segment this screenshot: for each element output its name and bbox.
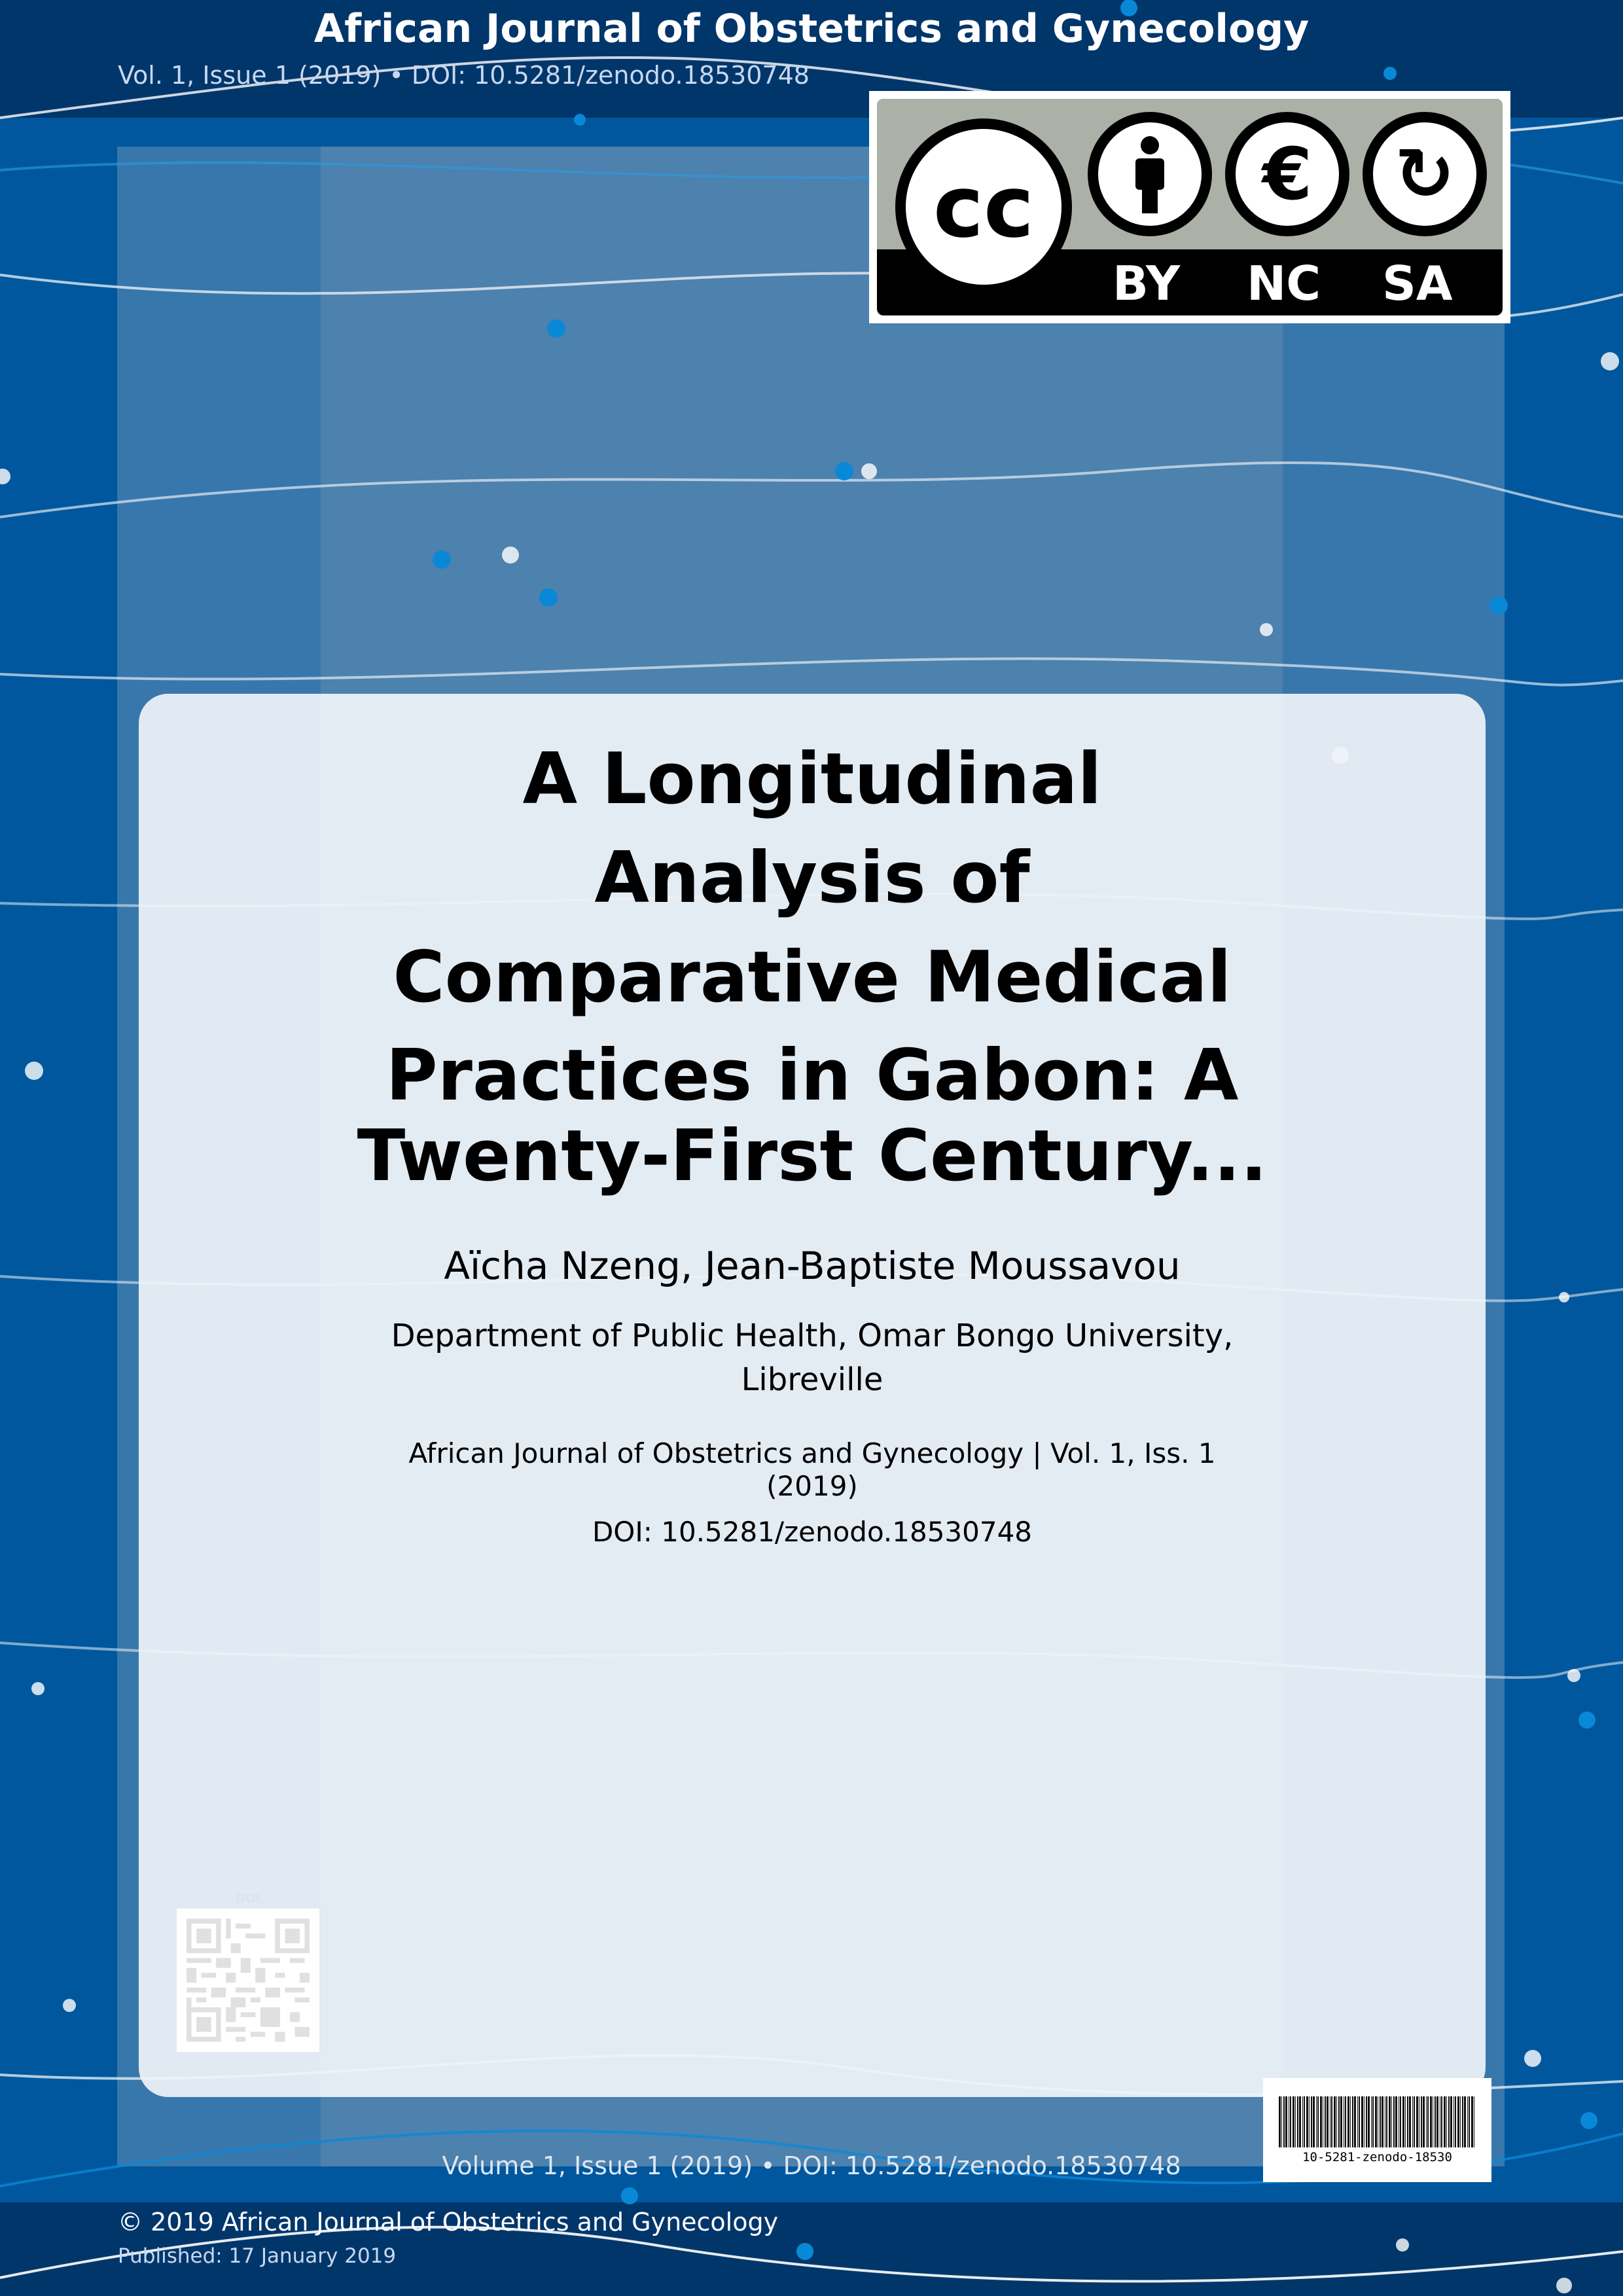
doi-qr-code	[177, 1909, 319, 2052]
barcode-bar	[1302, 2096, 1303, 2147]
barcode-bar	[1435, 2096, 1436, 2147]
barcode-bar	[1412, 2096, 1413, 2147]
barcode-bar	[1450, 2096, 1452, 2147]
barcode-bar	[1311, 2096, 1312, 2147]
barcode-bar	[1455, 2096, 1456, 2147]
copyright: © 2019 African Journal of Obstetrics and Gynecology	[118, 2208, 779, 2236]
barcode-bar	[1416, 2096, 1418, 2147]
license-label-sa: SA	[1382, 256, 1453, 311]
paper-title-line: Twenty-First Century...	[357, 1115, 1268, 1197]
paper-title-line: Practices in Gabon: A	[385, 1035, 1239, 1117]
citation-line: (2019)	[766, 1470, 858, 1502]
barcode-bar	[1345, 2096, 1346, 2147]
barcode-bar	[1444, 2096, 1446, 2147]
barcode-bar	[1467, 2096, 1468, 2147]
footer-volume-doi: Volume 1, Issue 1 (2019) • DOI: 10.5281/zenodo.18530748	[442, 2151, 1181, 2180]
barcode-bar	[1368, 2096, 1370, 2147]
barcode-bar	[1283, 2096, 1285, 2147]
barcode-bar	[1350, 2096, 1351, 2147]
non-commercial-euro-icon: €	[1225, 112, 1349, 236]
barcode-bar	[1297, 2096, 1298, 2147]
journal-title: African Journal of Obstetrics and Gynecology	[313, 6, 1310, 52]
barcode-bar	[1279, 2096, 1281, 2147]
barcode-bar	[1359, 2096, 1360, 2147]
barcode-bar	[1389, 2096, 1391, 2147]
barcode-bar	[1299, 2096, 1301, 2147]
article-doi: DOI: 10.5281/zenodo.18530748	[592, 1516, 1033, 1548]
barcode-bar	[1436, 2096, 1438, 2147]
barcode-bar	[1400, 2096, 1401, 2147]
barcode-bar	[1375, 2096, 1377, 2147]
qr-label: DOI	[236, 1892, 260, 1905]
barcode-bar	[1469, 2096, 1470, 2147]
barcode-bar	[1366, 2096, 1367, 2147]
barcode-bar	[1340, 2096, 1342, 2147]
barcode-bar	[1391, 2096, 1392, 2147]
barcode-bar	[1361, 2096, 1363, 2147]
barcode-bar	[1309, 2096, 1310, 2147]
barcode-bar	[1448, 2096, 1450, 2147]
barcode-bar	[1371, 2096, 1372, 2147]
barcode-bar	[1441, 2096, 1442, 2147]
authors: Aïcha Nzeng, Jean-Baptiste Moussavou	[444, 1244, 1181, 1288]
barcode-bar	[1421, 2096, 1422, 2147]
paper-title-line: A Longitudinal	[522, 738, 1102, 820]
paper-title-line: Comparative Medical	[393, 937, 1232, 1018]
barcode-bar	[1327, 2096, 1329, 2147]
share-alike-icon: ↻	[1363, 112, 1487, 236]
barcode-bar	[1414, 2096, 1415, 2147]
affiliation-line: Libreville	[741, 1361, 883, 1398]
barcode-bar	[1290, 2096, 1291, 2147]
barcode-bar	[1306, 2096, 1308, 2147]
barcode-bar	[1405, 2096, 1406, 2147]
barcode-bars	[1263, 2078, 1491, 2150]
barcode-bar	[1354, 2096, 1356, 2147]
barcode-bar	[1462, 2096, 1463, 2147]
barcode-bar	[1430, 2096, 1432, 2147]
barcode-bar	[1464, 2096, 1466, 2147]
published-date: Published: 17 January 2019	[118, 2244, 397, 2268]
cc-by-nc-sa-license-badge	[869, 91, 1510, 323]
barcode-bar	[1357, 2096, 1358, 2147]
affiliation-line: Department of Public Health, Omar Bongo University,	[391, 1318, 1234, 1354]
barcode-bar	[1460, 2096, 1461, 2147]
header-issue-doi: Vol. 1, Issue 1 (2019) • DOI: 10.5281/zenodo.18530748	[118, 61, 810, 90]
barcode-bar	[1393, 2096, 1395, 2147]
barcode-bar	[1407, 2096, 1408, 2147]
barcode-bar	[1336, 2096, 1337, 2147]
attribution-person-icon	[1088, 112, 1212, 236]
license-label-by: BY	[1113, 256, 1181, 311]
barcode-bar	[1395, 2096, 1397, 2147]
barcode-bar	[1317, 2096, 1319, 2147]
barcode-bar	[1386, 2096, 1387, 2147]
barcode-bar	[1372, 2096, 1374, 2147]
barcode-bar	[1334, 2096, 1336, 2147]
barcode-bar	[1380, 2096, 1381, 2147]
citation-line: African Journal of Obstetrics and Gynecology | Vol. 1, Iss. 1	[408, 1437, 1216, 1469]
barcode-bar	[1347, 2096, 1349, 2147]
paper-title-line: Analysis of	[594, 837, 1030, 919]
barcode-bar	[1325, 2096, 1326, 2147]
barcode-bar	[1457, 2096, 1459, 2147]
barcode-bar	[1320, 2096, 1322, 2147]
barcode-bar	[1471, 2096, 1473, 2147]
barcode-bar	[1427, 2096, 1429, 2147]
cc-icon: cc	[895, 118, 1072, 295]
barcode-bar	[1331, 2096, 1332, 2147]
barcode-bar	[1285, 2096, 1287, 2147]
barcode-bar	[1409, 2096, 1411, 2147]
license-label-nc: NC	[1247, 256, 1321, 311]
barcode-bar	[1352, 2096, 1353, 2147]
barcode-bar	[1313, 2096, 1315, 2147]
doi-barcode	[1263, 2078, 1491, 2182]
barcode-text: 10-5281-zenodo-18530	[1302, 2150, 1452, 2164]
barcode-bar	[1316, 2096, 1317, 2147]
barcode-bar	[1423, 2096, 1425, 2147]
barcode-bar	[1281, 2096, 1282, 2147]
barcode-bar	[1402, 2096, 1404, 2147]
barcode-bar	[1446, 2096, 1447, 2147]
barcode-bar	[1426, 2096, 1427, 2147]
barcode-bar	[1295, 2096, 1296, 2147]
barcode-bar	[1304, 2096, 1305, 2147]
barcode-bar	[1293, 2096, 1294, 2147]
barcode-bar	[1338, 2096, 1340, 2147]
barcode-bar	[1382, 2096, 1383, 2147]
